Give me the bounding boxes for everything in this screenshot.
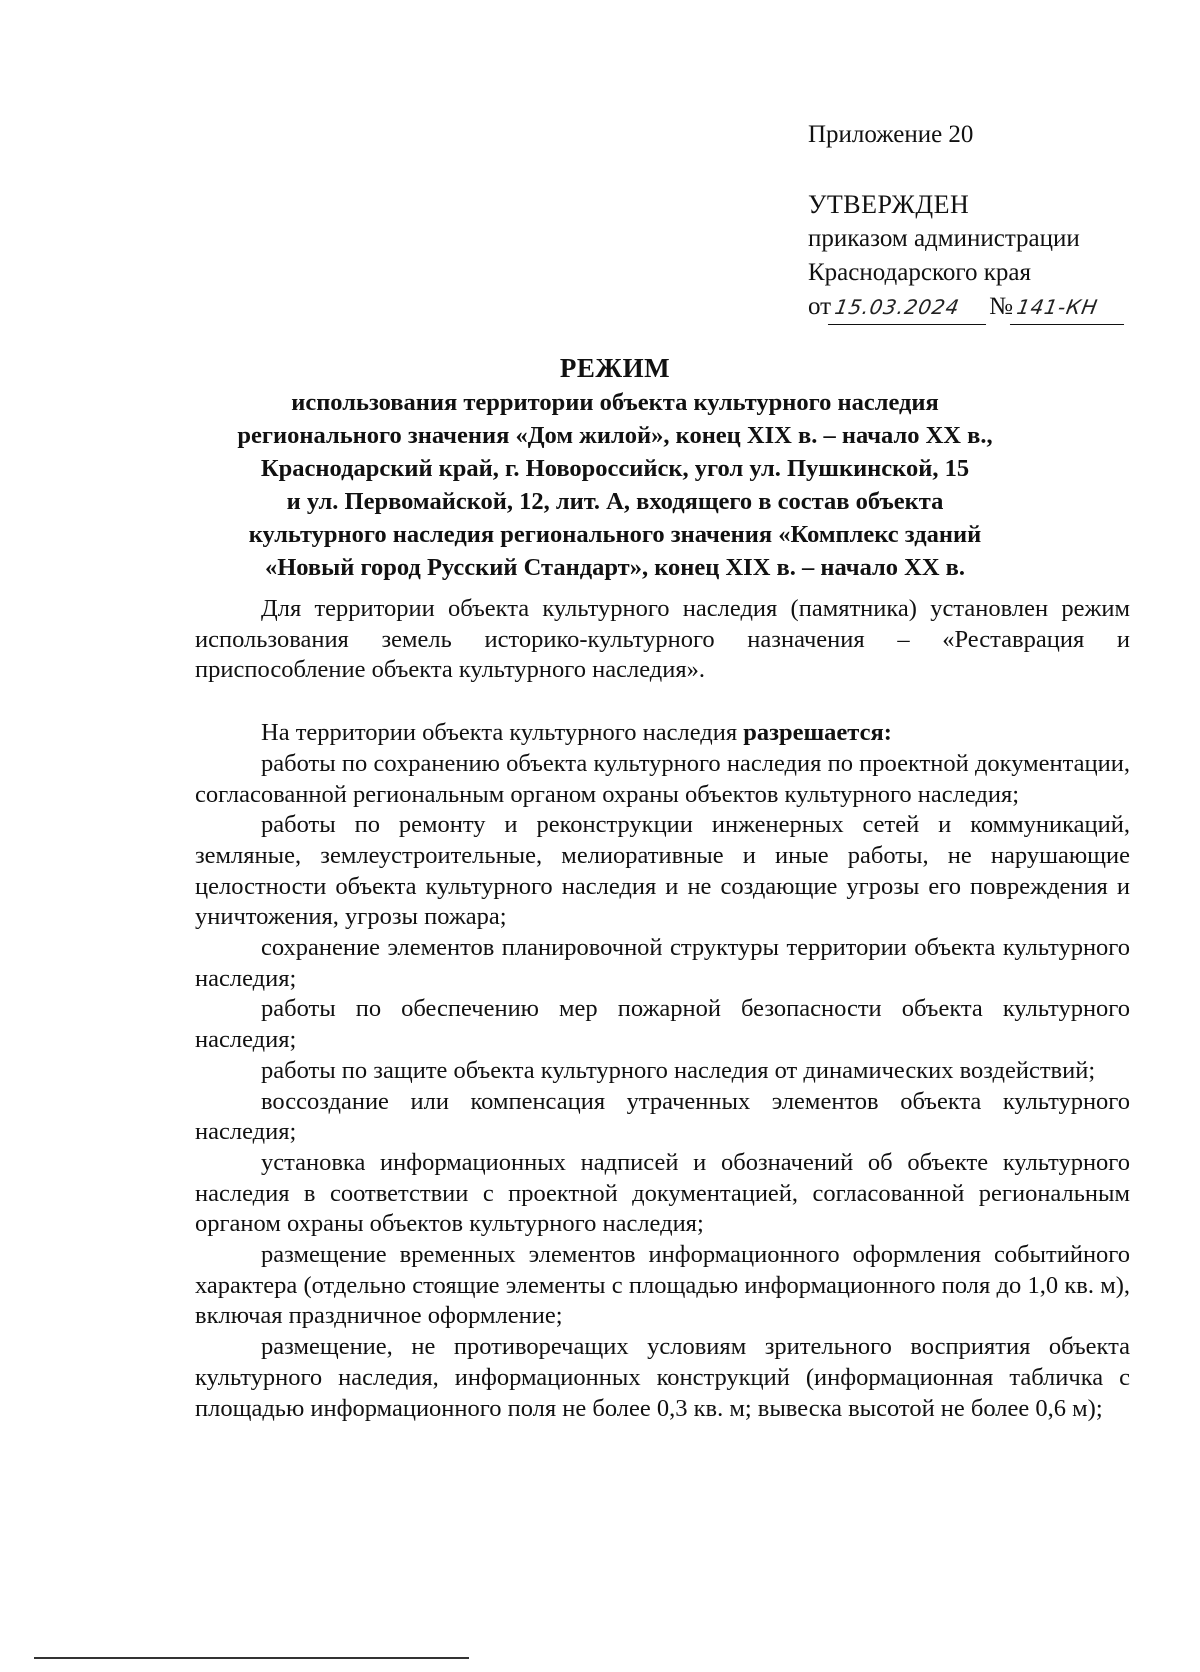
- date-prefix: от: [808, 293, 832, 320]
- approval-stamp: [808, 118, 1168, 325]
- allowed-intro-text: На территории объекта культурного наследия: [261, 719, 738, 747]
- allowed-item: сохранение элементов планировочной структуры территории объекта культурного наследия;: [195, 934, 1130, 992]
- document-body: [195, 594, 1130, 1424]
- approval-authority-line2: Краснодарского края: [808, 259, 1031, 286]
- approval-authority-line1: приказом администрации: [808, 225, 1080, 252]
- allowed-item: работы по защите объекта культурного наследия от динамических воздействий;: [261, 1056, 1096, 1084]
- allowed-item: размещение временных элементов информационного оформления событийного характера (отдельно стоящие элементы с площадью информационного поля до 1,0 кв. м), включая праздничное оформление;: [195, 1241, 1130, 1330]
- subtitle-line: использования территории объекта культурного наследия: [291, 389, 939, 416]
- footer-divider: [34, 1657, 469, 1659]
- allowed-heading-paragraph: [195, 718, 1130, 749]
- appendix-label: Приложение 20: [808, 121, 974, 148]
- allowed-item: размещение, не противоречащих условиям зрительного восприятия объекта культурного наследия, информационных конструкций (информационная табличка с площадью информационного поля не более 0,3 кв. м; вывеска высотой не более 0,6 м);: [195, 1333, 1130, 1422]
- handwritten-date: 15.03.2024: [828, 290, 992, 325]
- subtitle-line: Краснодарский край, г. Новороссийск, угол ул. Пушкинской, 15: [260, 455, 970, 482]
- approved-heading: УТВЕРЖДЕН: [808, 190, 970, 219]
- number-prefix: №: [989, 293, 1013, 320]
- allowed-item: установка информационных надписей и обозначений об объекте культурного наследия в соответствии с проектной документацией, согласованной региональным органом охраны объектов культурного наследия;: [195, 1148, 1130, 1238]
- document-title-block: [150, 350, 1080, 584]
- allowed-item: работы по обеспечению мер пожарной безопасности объекта культурного наследия;: [195, 995, 1130, 1054]
- allowed-item: работы по сохранению объекта культурного наследия по проектной документации, согласованной региональным органом охраны объектов культурного наследия;: [195, 749, 1130, 808]
- approval-date-line: [808, 290, 1168, 325]
- subtitle-line: культурного наследия регионального значения «Комплекс зданий: [248, 521, 982, 548]
- subtitle-line: регионального значения «Дом жилой», конец XIX в. – начало XX в.,: [237, 422, 993, 449]
- subtitle-line: и ул. Первомайской, 12, лит. А, входящего в состав объекта: [286, 488, 944, 515]
- subtitle-line: «Новый город Русский Стандарт», конец XIX в. – начало XX в.: [264, 554, 966, 581]
- handwritten-number: 141-КН: [1010, 290, 1130, 325]
- allowed-keyword: разрешается:: [743, 719, 892, 747]
- allowed-item: работы по ремонту и реконструкции инженерных сетей и коммуникаций, земляные, землеустроительные, мелиоративные и иные работы, не нарушающие целостности объекта культурного наследия и не создающие угрозы его повреждения и уничтожения, угрозы пожара;: [195, 811, 1130, 931]
- intro-paragraph: Для территории объекта культурного наследия (памятника) установлен режим использования земель историко-культурного назначения – «Реставрация и приспособление объекта культурного наследия».: [195, 595, 1130, 684]
- document-title: РЕЖИМ: [559, 353, 671, 383]
- allowed-item: воссоздание или компенсация утраченных элементов объекта культурного наследия;: [195, 1087, 1130, 1146]
